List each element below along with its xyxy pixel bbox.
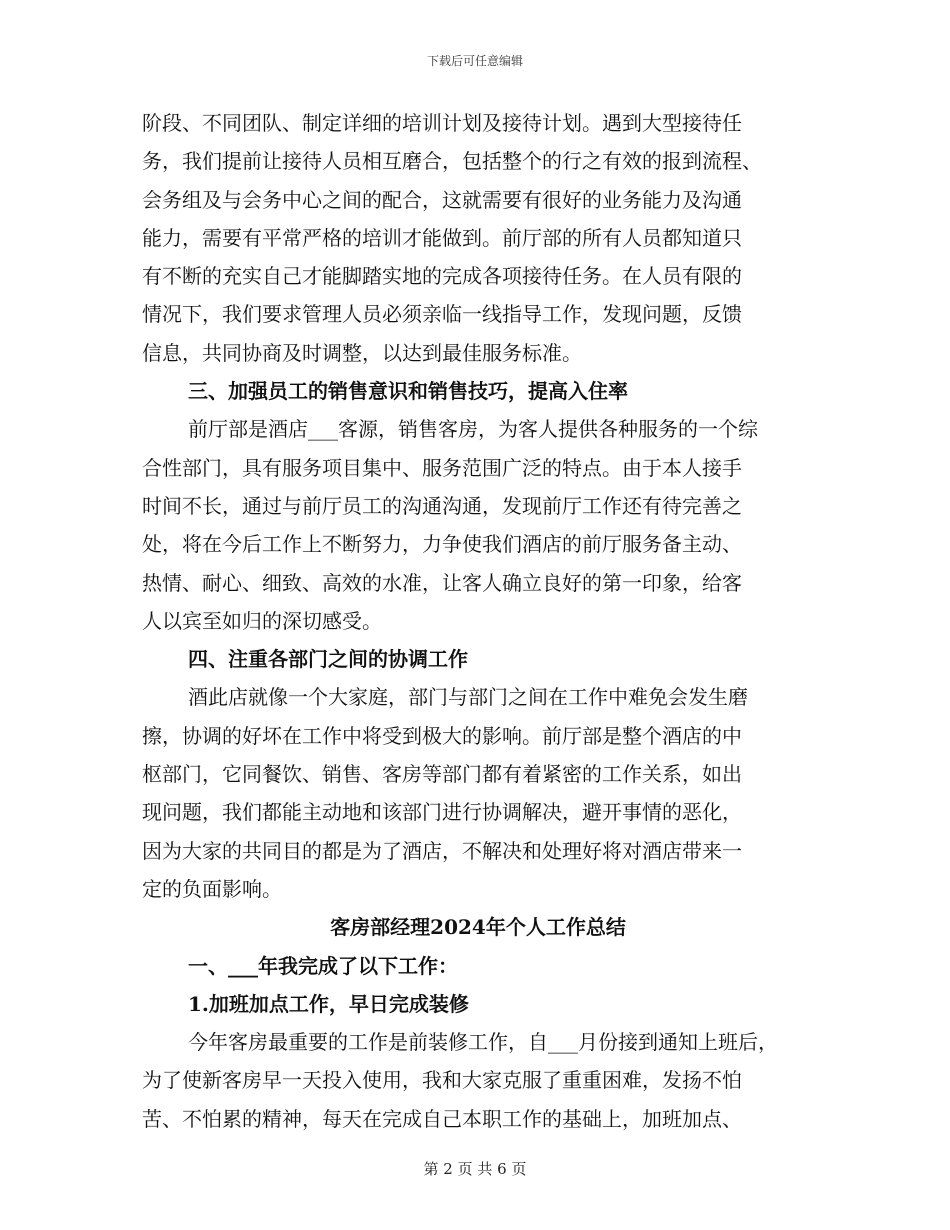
text-line: 会务组及与会务中心之间的配合，这就需要有很好的业务能力及沟通 <box>142 187 742 212</box>
text-line: 信息，共同协商及时调整，以达到最佳服务标准。 <box>142 340 582 365</box>
text-line: 合性部门，具有服务项目集中、服务范围广泛的特点。由于本人接手 <box>142 455 742 480</box>
text-line: 为了使新客房早一天投入使用，我和大家克服了重重困难，发扬不怕 <box>142 1068 742 1093</box>
section-heading: 一、___年我完成了以下工作： <box>188 953 458 978</box>
text-line: 时间不长，通过与前厅员工的沟通沟通，发现前厅工作还有待完善之 <box>142 493 742 518</box>
section-heading: 客房部经理2024年个人工作总结 <box>330 915 626 940</box>
text-line: 能力，需要有平常严格的培训才能做到。前厅部的所有人员都知道只 <box>142 225 742 250</box>
text-line: 今年客房最重要的工作是前装修工作，自___月份接到通知上班后， <box>188 1030 778 1055</box>
page-header-note: 下载后可任意编辑 <box>426 54 523 68</box>
text-line: 务，我们提前让接待人员相互磨合，包括整个的行之有效的报到流程、 <box>142 149 762 174</box>
text-line: 枢部门，它同餐饮、销售、客房等部门都有着紧密的工作关系，如出 <box>142 762 742 787</box>
page-footer-number: 第 2 页 共 6 页 <box>423 1160 527 1178</box>
text-line: 酒此店就像一个大家庭，部门与部门之间在工作中难免会发生磨 <box>188 685 748 710</box>
section-heading: 1.加班加点工作，早日完成装修 <box>188 991 469 1016</box>
text-line: 情况下，我们要求管理人员必须亲临一线指导工作，发现问题，反馈 <box>142 302 742 327</box>
text-line: 苦、不怕累的精神，每天在完成自己本职工作的基础上，加班加点、 <box>142 1106 742 1131</box>
text-line: 处，将在今后工作上不断努力，力争使我们酒店的前厅服务备主动、 <box>142 532 742 557</box>
text-line: 热情、耐心、细致、高效的水准，让客人确立良好的第一印象，给客 <box>142 570 742 595</box>
document-body <box>142 104 814 1138</box>
text-line: 有不断的充实自己才能脚踏实地的完成各项接待任务。在人员有限的 <box>142 264 742 289</box>
section-heading: 三、加强员工的销售意识和销售技巧，提高入住率 <box>188 379 628 404</box>
text-line: 前厅部是酒店___客源，销售客房，为客人提供各种服务的一个综 <box>188 417 758 442</box>
text-line: 现问题，我们都能主动地和该部门进行协调解决，避开事情的恶化， <box>142 800 742 825</box>
text-line: 擦，协调的好坏在工作中将受到极大的影响。前厅部是整个酒店的中 <box>142 723 742 748</box>
section-heading: 四、注重各部门之间的协调工作 <box>188 647 468 672</box>
text-line: 因为大家的共同目的都是为了酒店，不解决和处理好将对酒店带来一 <box>142 838 742 863</box>
text-line: 人以宾至如归的深切感受。 <box>142 608 382 633</box>
text-line: 阶段、不同团队、制定详细的培训计划及接待计划。遇到大型接待任 <box>142 111 742 135</box>
text-line: 定的负面影响。 <box>142 876 282 901</box>
